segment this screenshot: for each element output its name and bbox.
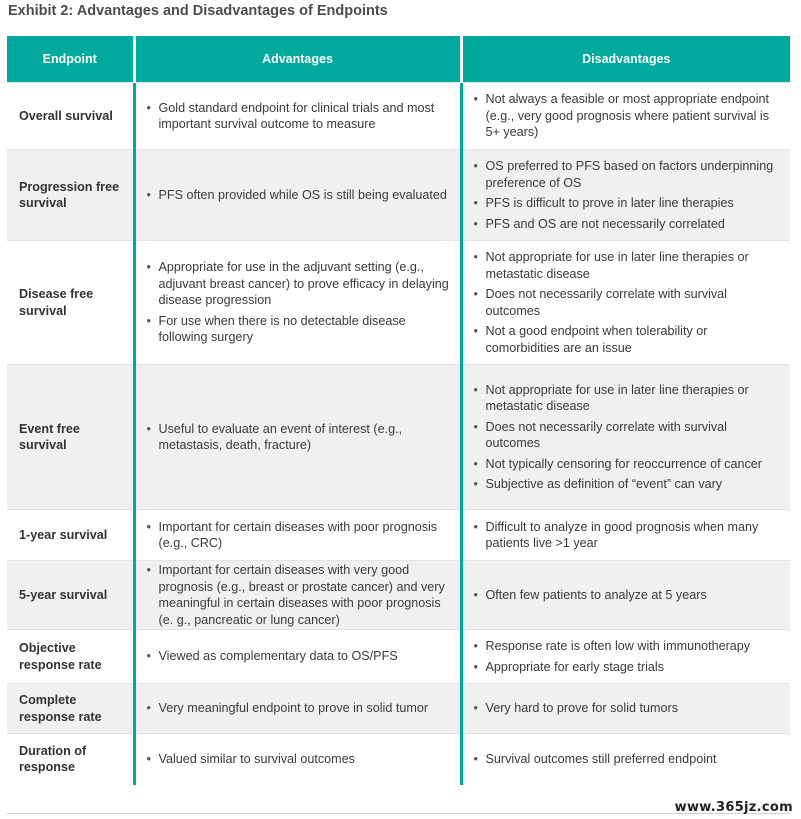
bullet-item: • Response rate is often low with immunotherapy: [474, 638, 781, 655]
advantages-cell: [134, 684, 461, 734]
disadvantages-cell: [461, 365, 790, 510]
bullet-item: • Not appropriate for use in later line therapies or metastatic disease: [474, 382, 781, 415]
bullet-item: • Not typically censoring for reoccurrence of cancer: [474, 456, 781, 473]
advantages-list: [136, 259, 460, 346]
bullet-item: • Not appropriate for use in later line therapies or metastatic disease: [474, 249, 781, 282]
exhibit-title: Exhibit 2: Advantages and Disadvantages of Endpoints: [8, 3, 388, 19]
disadvantages-list: [463, 751, 791, 768]
advantages-list: [136, 187, 460, 204]
table-row: [7, 365, 790, 510]
endpoint-cell: 5-year survival: [7, 561, 134, 630]
table-row: [7, 630, 790, 684]
bullet-item: • Important for certain diseases with very good prognosis (e.g., breast or prostate cancer) and very meaningful in certain diseases with poor prognosis (e. g., pancreatic or lung cancer): [147, 562, 450, 628]
advantages-list: [136, 648, 460, 665]
disadvantages-cell: [461, 510, 790, 561]
bullet-item: • Survival outcomes still preferred endpoint: [474, 751, 781, 768]
bullet-item: • Valued similar to survival outcomes: [147, 751, 450, 768]
disadvantages-cell: [461, 241, 790, 365]
table-bottom-rule: [7, 813, 790, 814]
bullet-item: • PFS and OS are not necessarily correlated: [474, 216, 781, 233]
header-disadvantages: Disadvantages: [461, 36, 790, 83]
endpoint-cell: Progression free survival: [7, 150, 134, 241]
bullet-item: • Very hard to prove for solid tumors: [474, 700, 781, 717]
advantages-cell: [134, 561, 461, 630]
table-row: [7, 561, 790, 630]
disadvantages-list: [463, 587, 791, 604]
endpoints-table: [7, 36, 790, 785]
disadvantages-cell: [461, 561, 790, 630]
disadvantages-list: [463, 700, 791, 717]
bullet-item: • Important for certain diseases with poor prognosis (e.g., CRC): [147, 519, 450, 552]
advantages-cell: [134, 241, 461, 365]
endpoint-cell: Event free survival: [7, 365, 134, 510]
table-row: [7, 684, 790, 734]
table-body: [7, 83, 790, 785]
bullet-item: • Difficult to analyze in good prognosis when many patients live >1 year: [474, 519, 781, 552]
disadvantages-cell: [461, 684, 790, 734]
bullet-item: • PFS often provided while OS is still being evaluated: [147, 187, 450, 204]
bullet-item: • Useful to evaluate an event of interest (e.g., metastasis, death, fracture): [147, 421, 450, 454]
disadvantages-list: [463, 382, 791, 493]
endpoint-cell: Objective response rate: [7, 630, 134, 684]
advantages-cell: [134, 83, 461, 150]
advantages-cell: [134, 365, 461, 510]
advantages-list: [136, 562, 460, 628]
disadvantages-list: [463, 638, 791, 675]
bullet-item: • Often few patients to analyze at 5 years: [474, 587, 781, 604]
bullet-item: • Very meaningful endpoint to prove in solid tumor: [147, 700, 450, 717]
advantages-list: [136, 700, 460, 717]
endpoint-cell: Complete response rate: [7, 684, 134, 734]
bullet-item: • OS preferred to PFS based on factors underpinning preference of OS: [474, 158, 781, 191]
bullet-item: • Gold standard endpoint for clinical trials and most important survival outcome to measure: [147, 100, 450, 133]
disadvantages-cell: [461, 630, 790, 684]
advantages-list: [136, 751, 460, 768]
header-advantages: Advantages: [134, 36, 461, 83]
disadvantages-list: [463, 158, 791, 232]
disadvantages-cell: [461, 83, 790, 150]
table-row: [7, 150, 790, 241]
advantages-cell: [134, 510, 461, 561]
header-endpoint: Endpoint: [7, 36, 134, 83]
disadvantages-cell: [461, 150, 790, 241]
bullet-item: • Not always a feasible or most appropriate endpoint (e.g., very good prognosis where patient survival is 5+ years): [474, 91, 781, 141]
table-row: [7, 83, 790, 150]
disadvantages-list: [463, 91, 791, 141]
bullet-item: • Subjective as definition of “event” can vary: [474, 476, 781, 493]
bullet-item: • Viewed as complementary data to OS/PFS: [147, 648, 450, 665]
endpoint-cell: Overall survival: [7, 83, 134, 150]
disadvantages-list: [463, 249, 791, 356]
advantages-cell: [134, 734, 461, 785]
watermark: www.365jz.com: [674, 800, 793, 815]
bullet-item: • Appropriate for use in the adjuvant setting (e.g., adjuvant breast cancer) to prove efficacy in delaying disease progression: [147, 259, 450, 309]
bullet-item: • PFS is difficult to prove in later line therapies: [474, 195, 781, 212]
table-row: [7, 734, 790, 785]
table-row: [7, 241, 790, 365]
endpoint-cell: Duration of response: [7, 734, 134, 785]
advantages-list: [136, 519, 460, 552]
header-row: [7, 36, 790, 83]
disadvantages-list: [463, 519, 791, 552]
endpoint-cell: 1-year survival: [7, 510, 134, 561]
table-row: [7, 510, 790, 561]
advantages-cell: [134, 630, 461, 684]
bullet-item: • For use when there is no detectable disease following surgery: [147, 313, 450, 346]
bullet-item: • Does not necessarily correlate with survival outcomes: [474, 419, 781, 452]
endpoint-cell: Disease free survival: [7, 241, 134, 365]
bullet-item: • Not a good endpoint when tolerability or comorbidities are an issue: [474, 323, 781, 356]
advantages-cell: [134, 150, 461, 241]
disadvantages-cell: [461, 734, 790, 785]
bullet-item: • Appropriate for early stage trials: [474, 659, 781, 676]
advantages-list: [136, 100, 460, 133]
bullet-item: • Does not necessarily correlate with survival outcomes: [474, 286, 781, 319]
advantages-list: [136, 421, 460, 454]
